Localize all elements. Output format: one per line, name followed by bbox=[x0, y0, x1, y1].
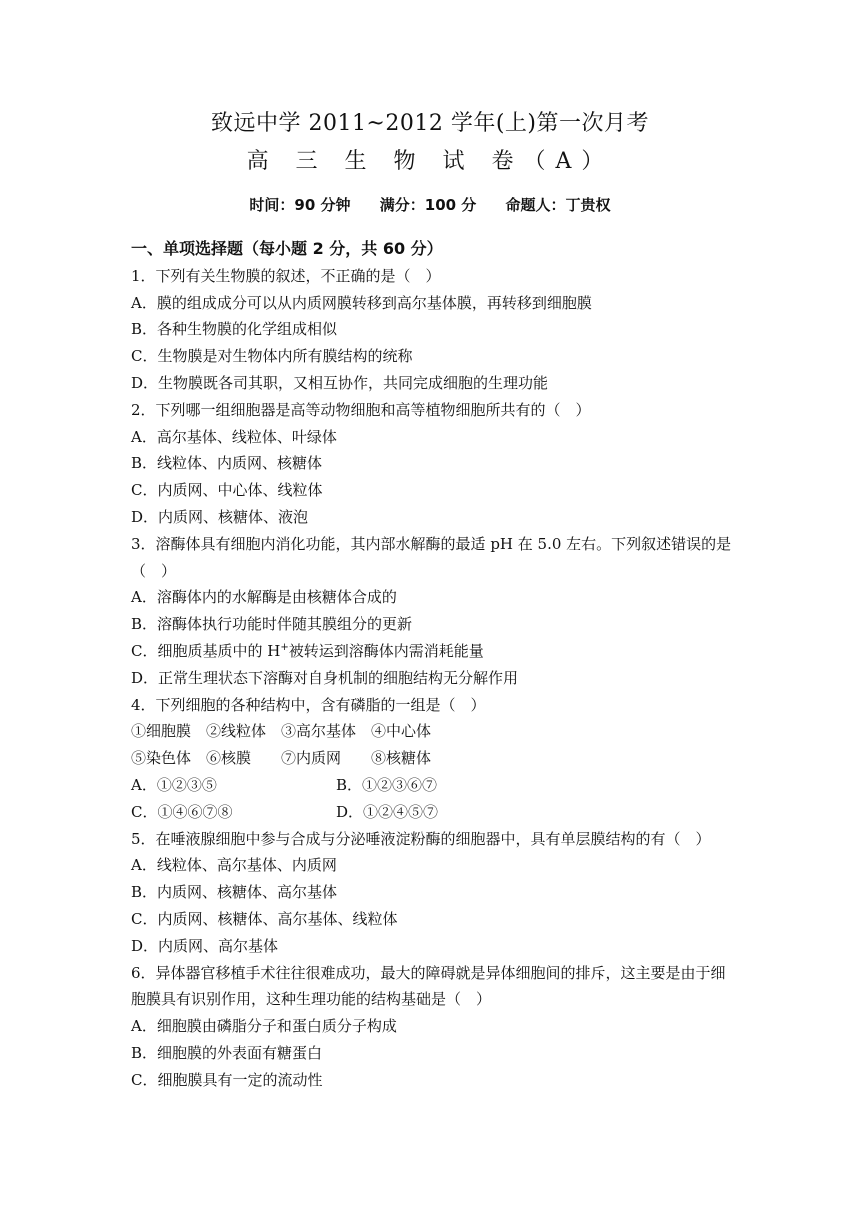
option-row-ab bbox=[131, 772, 737, 799]
question-stem: 6．异体器官移植手术往往很难成功，最大的障碍就是异体细胞间的排斥，这主要是由于细胞膜具有识别作用，这种生理功能的结构基础是（ ） bbox=[131, 963, 726, 1009]
option-d: D．内质网、核糖体、液泡 bbox=[131, 507, 309, 526]
option-b: B．各种生物膜的化学组成相似 bbox=[131, 320, 338, 339]
option-d: D．生物膜既各司其职，又相互协作，共同完成细胞的生理功能 bbox=[131, 373, 549, 392]
question-2 bbox=[131, 397, 737, 531]
question-1 bbox=[131, 263, 737, 397]
question-4 bbox=[131, 692, 737, 826]
option-d: D．内质网、高尔基体 bbox=[131, 936, 279, 955]
option-a: A．线粒体、高尔基体、内质网 bbox=[131, 856, 337, 875]
question-stem: 2．下列哪一组细胞器是高等动物细胞和高等植物细胞所共有的（ ） bbox=[131, 400, 591, 419]
option-c bbox=[131, 638, 737, 665]
option-a: A．①②③⑤ bbox=[131, 775, 217, 794]
section-heading: 一、单项选择题（每小题 2 分，共 60 分） bbox=[131, 239, 443, 258]
option-b: B．线粒体、内质网、核糖体 bbox=[131, 454, 323, 473]
option-b: B．细胞膜的外表面有糖蛋白 bbox=[131, 1043, 323, 1062]
exam-content bbox=[131, 236, 737, 1094]
option-d: D．①②④⑤⑦ bbox=[336, 802, 439, 821]
question-6 bbox=[131, 960, 737, 1094]
question-stem: 1．下列有关生物膜的叙述，不正确的是（ ） bbox=[131, 266, 441, 285]
question-stem: 4．下列细胞的各种结构中，含有磷脂的一组是（ ） bbox=[131, 695, 486, 714]
question-5 bbox=[131, 826, 737, 960]
option-c: C．①④⑥⑦⑧ bbox=[131, 802, 233, 821]
exam-meta bbox=[0, 194, 860, 215]
option-b: B．溶酶体执行功能时伴随其膜组分的更新 bbox=[131, 615, 413, 634]
option-c: C．内质网、中心体、线粒体 bbox=[131, 481, 323, 500]
option-c: C．内质网、核糖体、高尔基体、线粒体 bbox=[131, 909, 398, 928]
option-a: A．膜的组成成分可以从内质网膜转移到高尔基体膜，再转移到细胞膜 bbox=[131, 293, 592, 312]
option-b: B．内质网、核糖体、高尔基体 bbox=[131, 883, 338, 902]
superscript-plus: + bbox=[280, 641, 289, 653]
exam-subtitle: 高 三 生 物 试 卷（A） bbox=[246, 149, 614, 174]
option-c: C．细胞膜具有一定的流动性 bbox=[131, 1070, 323, 1089]
option-a: A．高尔基体、线粒体、叶绿体 bbox=[131, 427, 337, 446]
structure-list-2: ⑤染色体 ⑥核膜 ⑦内质网 ⑧核糖体 bbox=[131, 749, 432, 768]
question-stem: 5．在唾液腺细胞中参与合成与分泌唾液淀粉酶的细胞器中，具有单层膜结构的有（ ） bbox=[131, 829, 711, 848]
option-b: B．①②③⑥⑦ bbox=[336, 775, 438, 794]
exam-author: 命题人：丁贵权 bbox=[505, 196, 611, 214]
exam-score: 满分：100 分 bbox=[379, 196, 477, 214]
exam-title: 致远中学 2011~2012 学年(上)第一次月考 bbox=[210, 111, 650, 136]
structure-list-1: ①细胞膜 ②线粒体 ③高尔基体 ④中心体 bbox=[131, 722, 432, 741]
option-a: A．细胞膜由磷脂分子和蛋白质分子构成 bbox=[131, 1017, 397, 1036]
option-d: D．正常生理状态下溶酶对自身机制的细胞结构无分解作用 bbox=[131, 668, 519, 687]
option-row-cd bbox=[131, 799, 737, 826]
question-3 bbox=[131, 531, 737, 692]
option-c: C．生物膜是对生物体内所有膜结构的统称 bbox=[131, 347, 413, 366]
question-stem: 3．溶酶体具有细胞内消化功能，其内部水解酶的最适 pH 在 5.0 左右。下列叙述错误的是（ ） bbox=[131, 534, 732, 580]
option-c-text-post: 被转运到溶酶体内需消耗能量 bbox=[288, 641, 484, 660]
option-a: A．溶酶体内的水解酶是由核糖体合成的 bbox=[131, 588, 397, 607]
exam-time: 时间：90 分钟 bbox=[249, 196, 351, 214]
option-c-text-pre: C．细胞质基质中的 H bbox=[131, 641, 281, 660]
